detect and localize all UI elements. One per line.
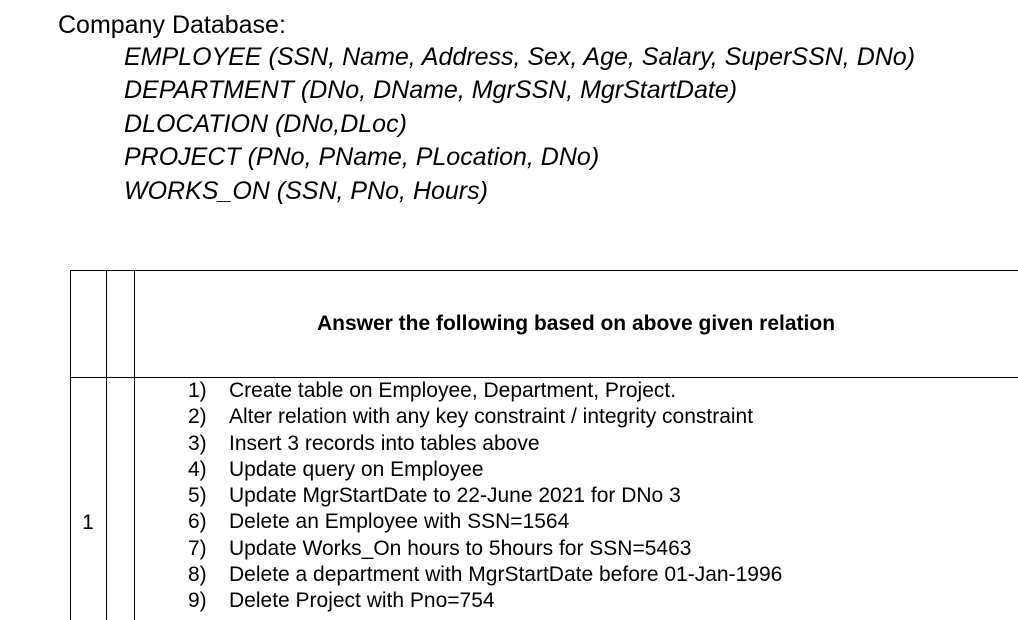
table-header-cell: Answer the following based on above given relation xyxy=(316,312,836,335)
list-item-number: 3) xyxy=(188,431,207,455)
list-item-number: 6) xyxy=(188,510,207,534)
list-item xyxy=(188,378,782,404)
list-item xyxy=(188,457,782,483)
list-item xyxy=(188,431,782,457)
list-item-number: 2) xyxy=(188,405,207,429)
schema-relation-project: PROJECT (PNo, PName, PLocation, DNo) xyxy=(124,143,600,172)
list-item xyxy=(188,562,782,588)
list-item-number: 7) xyxy=(188,536,207,560)
task-list xyxy=(188,378,782,615)
list-item-text: Update query on Employee xyxy=(229,457,484,481)
list-item xyxy=(188,536,782,562)
list-item xyxy=(188,404,782,430)
list-item-number: 1) xyxy=(188,379,207,402)
schema-relation-department: DEPARTMENT (DNo, DName, MgrSSN, MgrStartDate) xyxy=(124,76,738,105)
schema-list xyxy=(124,41,915,208)
list-item-text: Update MgrStartDate to 22-June 2021 for DNo 3 xyxy=(229,484,681,508)
table-top-border xyxy=(70,270,1018,271)
list-item-number: 9) xyxy=(188,589,207,613)
list-item xyxy=(188,509,782,535)
list-item-text: Update Works_On hours to 5hours for SSN=5463 xyxy=(229,536,692,560)
list-item-number: 4) xyxy=(188,457,207,481)
schema-relation-works-on: WORKS_ON (SSN, PNo, Hours) xyxy=(124,176,488,205)
list-item-text: Alter relation with any key constraint / integrity constraint xyxy=(229,405,754,429)
schema-relation-dlocation: DLOCATION (DNo,DLoc) xyxy=(124,109,407,138)
row-number-cell: 1 xyxy=(82,511,94,534)
schema-relation-employee: EMPLOYEE (SSN, Name, Address, Sex, Age, Salary, SuperSSN, DNo) xyxy=(124,43,916,71)
list-item-text: Insert 3 records into tables above xyxy=(229,431,540,455)
list-item-text: Delete Project with Pno=754 xyxy=(229,589,495,613)
list-item-number: 5) xyxy=(188,484,207,508)
document-heading: Company Database: xyxy=(58,11,286,39)
table-column-divider xyxy=(106,270,107,620)
list-item xyxy=(188,483,782,509)
list-item-text: Create table on Employee, Department, Project. xyxy=(229,379,677,402)
list-item-text: Delete an Employee with SSN=1564 xyxy=(229,510,570,534)
table-left-border xyxy=(70,270,71,620)
list-item xyxy=(188,588,782,614)
list-item-text: Delete a department with MgrStartDate before 01-Jan-1996 xyxy=(229,563,783,587)
list-item-number: 8) xyxy=(188,563,207,587)
